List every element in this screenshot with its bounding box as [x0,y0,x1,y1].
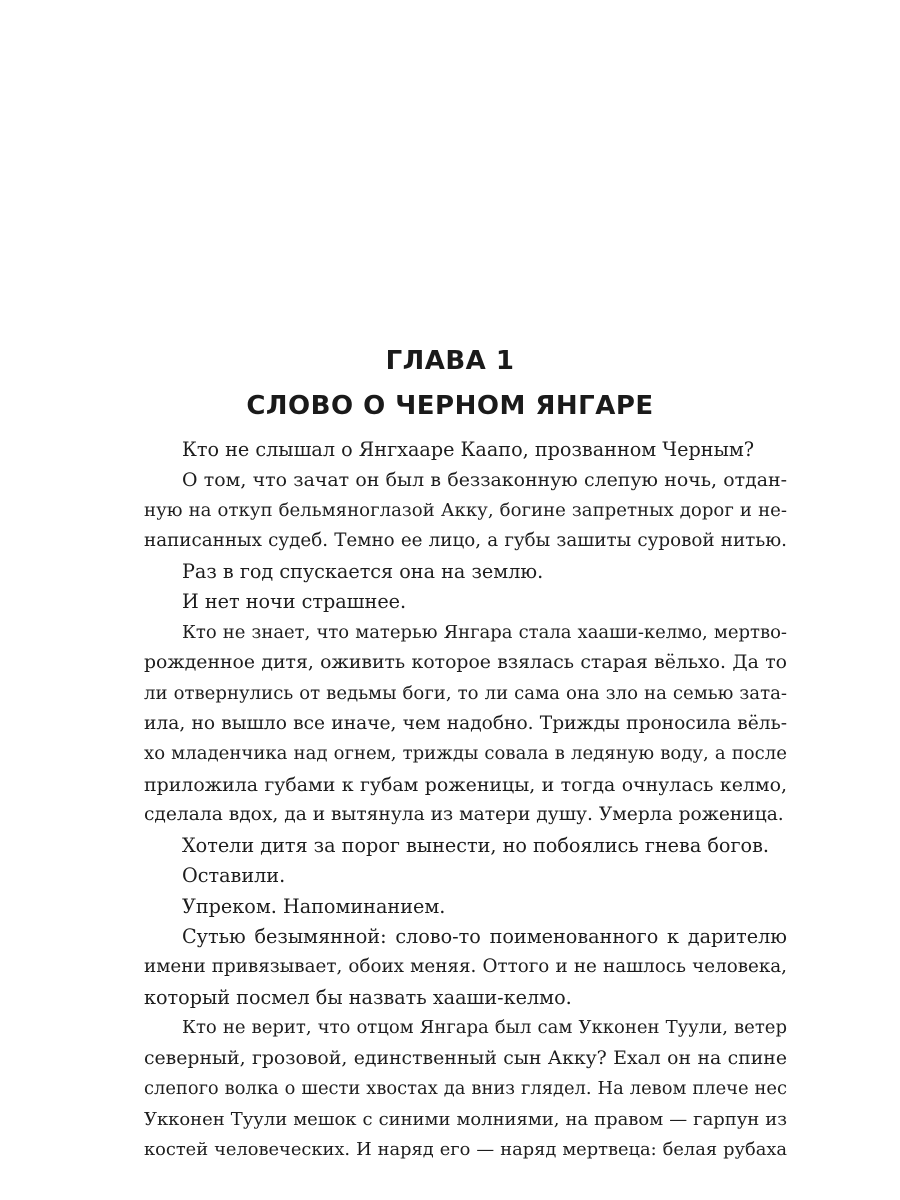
text-line: хо младенчика над огнем, трижды совала в ледяную воду, а после [144,743,787,765]
text-line: северный, грозовой, единственный сын Акку? Ехал он на спине [144,1047,787,1069]
text-line: ила, но вышло все иначе, чем надобно. Трижды проносила вёль- [144,712,787,734]
text-line: Упреком. Напоминанием. [182,894,446,918]
text-line: Укконен Туули мешок с синими молниями, на правом — гарпун из [144,1108,787,1130]
text-line: который посмел бы назвать хааши-келмо. [144,985,572,1009]
text-line: Кто не слышал о Янгхааре Каапо, прозванном Черным? [182,438,755,461]
text-line: Хотели дитя за порог вынести, но побоялись гнева богов. [182,833,769,857]
text-line: ную на откуп бельмяноглазой Акку, богине запретных дорог и не- [144,499,787,521]
chapter-title: СЛОВО О ЧЕРНОМ ЯНГАРЕ [246,391,654,421]
text-line: приложила губами к губам роженицы, и тогда очнулась келмо, [144,773,787,796]
text-line: костей человеческих. И наряд его — наряд мертвеца: белая рубаха [144,1139,787,1161]
text-line: Оставили. [182,864,286,888]
text-line: И нет ночи страшнее. [182,590,407,614]
text-line: имени привязывает, обоих меняя. Оттого и не нашлось человека, [144,956,787,978]
text-line: рожденное дитя, оживить которое взялась старая вёльхо. Да то [144,652,787,674]
text-line: ли отвернулись от ведьмы боги, то ли сама она зло на семью зата- [144,682,787,704]
text-line: Раз в год спускается она на землю. [182,559,544,583]
text-line: сделала вдох, да и вытянула из матери душу. Умерла роженица. [144,804,784,826]
text-line: Кто не верит, что отцом Янгара был сам Укконен Туули, ветер [182,1017,787,1039]
text-line: Кто не знает, что матерью Янгара стала хааши-келмо, мертво- [182,621,787,643]
text-line: Сутью безымянной: слово-то поименованного к дарителю [182,925,787,948]
text-line: О том, что зачат он был в беззаконную слепую ночь, отдан- [182,469,787,492]
chapter-body-text [144,435,787,1166]
text-line: слепого волка о шести хвостах да вниз глядел. На левом плече нес [144,1078,787,1100]
text-line: написанных судеб. Темно ее лицо, а губы зашиты суровой нитью. [144,530,787,552]
chapter-number: ГЛАВА 1 [385,346,515,376]
